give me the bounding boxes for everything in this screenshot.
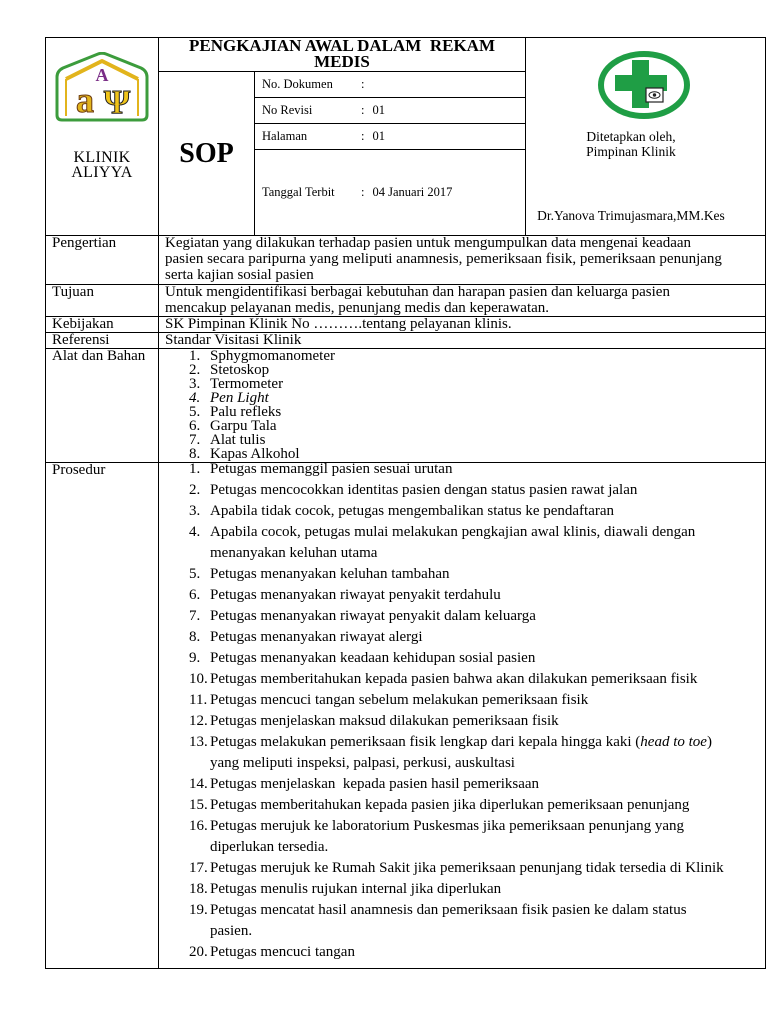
alat-dan-bahan-item-number: 5.	[189, 404, 201, 420]
prosedur-item-line	[189, 774, 765, 795]
kebijakan-text	[159, 316, 765, 332]
prosedur-item-line	[189, 522, 765, 543]
prosedur-item-text	[210, 690, 588, 711]
section-label-cell	[45, 316, 159, 333]
alat-dan-bahan-item-text	[210, 391, 269, 405]
prosedur-item-text	[210, 522, 695, 543]
pengertian-line: pasien secara paripurna yang meliputi anamnesis, pemeriksaan fisik, pemeriksaan penunjang	[165, 251, 722, 267]
prosedur-item-text-continued: diperlukan tersedia.	[210, 839, 329, 855]
prosedur-item-text-part: Petugas menanyakan riwayat penyakit terdahulu	[210, 587, 501, 603]
prosedur-item-text-part: Petugas menanyakan riwayat alergi	[210, 629, 423, 645]
prosedur-item-line	[189, 795, 765, 816]
prosedur-item-number: 15.	[189, 797, 208, 813]
prosedur-item-line	[189, 627, 765, 648]
prosedur-item	[189, 501, 765, 522]
kebijakan-line: SK Pimpinan Klinik No ……….tentang pelayanan klinis.	[165, 316, 512, 332]
prosedur-item-line	[189, 606, 765, 627]
approval-cell	[525, 37, 766, 236]
alat-dan-bahan-item-text	[210, 405, 281, 419]
prosedur-item-line	[189, 690, 765, 711]
approval-line: Pimpinan Klinik	[586, 144, 676, 159]
prosedur-item	[189, 522, 765, 564]
alat-dan-bahan-item-text-part: Sphygmomanometer	[210, 348, 335, 364]
info-label: Tanggal Terbit	[262, 185, 335, 199]
alat-dan-bahan-item-line	[189, 419, 765, 433]
alat-dan-bahan-item	[189, 419, 765, 433]
section-label-cell	[45, 462, 159, 969]
alat-dan-bahan-item-line	[189, 363, 765, 377]
document-type: SOP	[179, 137, 234, 169]
prosedur-item-continuation	[189, 753, 765, 774]
prosedur-item	[189, 585, 765, 606]
alat-dan-bahan-item-text	[210, 433, 265, 447]
info-label: Halaman	[262, 129, 308, 143]
alat-dan-bahan-item	[189, 391, 765, 405]
prosedur-item-text-part: Petugas merujuk ke laboratorium Puskesmas jika pemeriksaan penunjang yang	[210, 818, 685, 834]
alat-dan-bahan-list	[159, 349, 765, 461]
prosedur-item-text	[210, 669, 697, 690]
prosedur-item-text	[210, 564, 450, 585]
prosedur-item-number: 2.	[189, 482, 201, 498]
info-colon: :	[361, 129, 365, 143]
alat-dan-bahan-item-number: 7.	[189, 432, 201, 448]
alat-dan-bahan-item-text	[210, 419, 277, 433]
prosedur-item	[189, 942, 765, 963]
prosedur-item-text	[210, 942, 355, 963]
prosedur-item-number: 20.	[189, 944, 208, 960]
prosedur-item-line	[189, 459, 765, 480]
prosedur-item-text-part: Petugas menjelaskan maksud dilakukan pemeriksaan fisik	[210, 713, 559, 729]
alat-dan-bahan-item	[189, 433, 765, 447]
section-content-cell	[158, 316, 766, 333]
section-label-cell	[45, 235, 159, 285]
prosedur-item-text	[210, 858, 724, 879]
prosedur-item	[189, 459, 765, 480]
info-label: No. Dokumen	[262, 77, 333, 91]
prosedur-item-text	[210, 459, 452, 480]
clinic-name	[46, 150, 158, 180]
section-label: Pengertian	[52, 235, 117, 251]
alat-dan-bahan-item-text	[210, 377, 283, 391]
alat-dan-bahan-item-line	[189, 377, 765, 391]
alat-dan-bahan-item-number: 3.	[189, 376, 201, 392]
prosedur-item	[189, 564, 765, 585]
tujuan-line: mencakup pelayanan medis, penunjang medis dan keperawatan.	[165, 300, 550, 316]
prosedur-item-number: 12.	[189, 713, 208, 729]
pengertian-line: serta kajian sosial pasien	[165, 267, 314, 283]
prosedur-item-line	[189, 669, 765, 690]
alat-dan-bahan-item	[189, 363, 765, 377]
info-row-issue-date	[254, 149, 526, 236]
prosedur-item-text	[210, 480, 637, 501]
clinic-name-line: ALIYYA	[71, 164, 133, 181]
prosedur-item	[189, 648, 765, 669]
info-value: 04 Januari 2017	[372, 185, 453, 199]
prosedur-item-number: 16.	[189, 818, 208, 834]
info-value: 01	[372, 129, 385, 143]
prosedur-item-line	[189, 858, 765, 879]
prosedur-item	[189, 732, 765, 774]
prosedur-item-text-part: Petugas memberitahukan kepada pasien jika diperlukan pemeriksaan penunjang	[210, 797, 690, 813]
section-label: Alat dan Bahan	[52, 348, 146, 364]
prosedur-item-number: 4.	[189, 524, 201, 540]
alat-dan-bahan-item-number: 6.	[189, 418, 201, 434]
section-content-cell	[158, 235, 766, 285]
prosedur-item-text	[210, 816, 684, 837]
info-row-page	[254, 123, 526, 150]
alat-dan-bahan-item-line	[189, 433, 765, 447]
prosedur-item	[189, 774, 765, 795]
section-content-cell	[158, 462, 766, 969]
prosedur-item-text-part: Petugas merujuk ke Rumah Sakit jika pemeriksaan penunjang tidak tersedia di Klinik	[210, 860, 724, 876]
prosedur-item-line	[189, 816, 765, 837]
section-content-cell	[158, 284, 766, 317]
prosedur-item-line	[189, 732, 765, 753]
section-label: Kebijakan	[52, 316, 114, 332]
alat-dan-bahan-item-number: 8.	[189, 446, 201, 462]
prosedur-item-text	[210, 732, 712, 753]
prosedur-item-text-continued: yang meliputi inspeksi, palpasi, perkusi, auskultasi	[210, 755, 515, 771]
prosedur-list	[159, 459, 765, 963]
prosedur-item-text-part: Petugas menjelaskan kepada pasien hasil pemeriksaan	[210, 776, 540, 792]
prosedur-item	[189, 816, 765, 858]
info-value: 01	[372, 103, 385, 117]
clinic-logo-symbol: Ψ	[103, 84, 131, 121]
prosedur-item-text	[210, 627, 423, 648]
prosedur-item-text-part: Petugas mencocokkan identitas pasien dengan status pasien rawat jalan	[210, 482, 638, 498]
prosedur-item-text	[210, 711, 559, 732]
pengertian-text	[159, 235, 765, 283]
prosedur-item	[189, 480, 765, 501]
prosedur-item-number: 7.	[189, 608, 201, 624]
prosedur-item-line	[189, 942, 765, 963]
prosedur-item-italic-term: head to toe	[640, 734, 707, 750]
prosedur-item-number: 8.	[189, 629, 201, 645]
info-colon: :	[361, 77, 365, 91]
alat-dan-bahan-item-text	[210, 363, 269, 377]
approval-line: Ditetapkan oleh,	[586, 129, 676, 144]
health-cross-logo-icon	[597, 50, 691, 120]
prosedur-item-number: 17.	[189, 860, 208, 876]
prosedur-item-continuation	[189, 543, 765, 564]
section-label: Referensi	[52, 332, 110, 348]
prosedur-item-number: 14.	[189, 776, 208, 792]
prosedur-item-line	[189, 648, 765, 669]
prosedur-item-text-part: Petugas mencuci tangan sebelum melakukan pemeriksaan fisik	[210, 692, 589, 708]
prosedur-item-text	[210, 606, 536, 627]
referensi-line: Standar Visitasi Klinik	[165, 332, 302, 348]
tujuan-text	[159, 284, 765, 316]
prosedur-item-text-part: Petugas menanyakan riwayat penyakit dalam keluarga	[210, 608, 536, 624]
prosedur-item-number: 6.	[189, 587, 201, 603]
prosedur-item-text-part: Apabila tidak cocok, petugas mengembalikan status ke pendaftaran	[210, 503, 615, 519]
alat-dan-bahan-item	[189, 405, 765, 419]
prosedur-item-number: 9.	[189, 650, 201, 666]
info-label: No Revisi	[262, 103, 313, 117]
alat-dan-bahan-item-line	[189, 349, 765, 363]
info-row-document-number	[254, 71, 526, 98]
prosedur-item-text	[210, 501, 614, 522]
approval-text	[526, 129, 736, 159]
prosedur-item-text-continued: menanyakan keluhan utama	[210, 545, 378, 561]
alat-dan-bahan-item-number: 2.	[189, 362, 201, 378]
prosedur-item-line	[189, 501, 765, 522]
prosedur-item	[189, 606, 765, 627]
prosedur-item	[189, 711, 765, 732]
clinic-logo-letter: A	[95, 65, 109, 85]
clinic-name-line: KLINIK	[73, 149, 131, 166]
prosedur-item-number: 1.	[189, 461, 201, 477]
prosedur-item	[189, 690, 765, 711]
document-title-cell	[158, 37, 526, 72]
prosedur-item	[189, 858, 765, 879]
alat-dan-bahan-item-text-part: Pen Light	[210, 390, 269, 406]
alat-dan-bahan-item-line	[189, 405, 765, 419]
section-content-cell	[158, 332, 766, 349]
prosedur-item-number: 3.	[189, 503, 201, 519]
prosedur-item-number: 11.	[189, 692, 208, 708]
prosedur-item-number: 5.	[189, 566, 201, 582]
alat-dan-bahan-item-number: 1.	[189, 348, 201, 364]
prosedur-item-text	[210, 648, 535, 669]
section-label-cell	[45, 284, 159, 317]
prosedur-item-text	[210, 795, 689, 816]
prosedur-item-line	[189, 711, 765, 732]
prosedur-item-text-part: Petugas mencatat hasil anamnesis dan pemeriksaan fisik pasien ke dalam status	[210, 902, 687, 918]
section-label-cell	[45, 332, 159, 349]
section-label: Prosedur	[52, 462, 106, 478]
alat-dan-bahan-item-text	[210, 349, 335, 363]
prosedur-item-text-part: Petugas mencuci tangan	[210, 944, 355, 960]
prosedur-item-text	[210, 585, 501, 606]
clinic-logo-icon	[53, 52, 151, 122]
prosedur-item-text	[210, 774, 539, 795]
alat-dan-bahan-item-text-part: Garpu Tala	[210, 418, 277, 434]
prosedur-item	[189, 879, 765, 900]
document-type-cell	[158, 71, 255, 236]
document-title: PENGKAJIAN AWAL DALAM REKAM MEDIS	[188, 36, 500, 71]
prosedur-item	[189, 900, 765, 942]
alat-dan-bahan-item-number: 4.	[189, 390, 201, 406]
signatory-name: Dr.Yanova Trimujasmara,MM.Kes	[537, 208, 725, 223]
prosedur-item-line	[189, 879, 765, 900]
alat-dan-bahan-item-text-part: Kapas Alkohol	[210, 446, 300, 462]
tujuan-line: Untuk mengidentifikasi berbagai kebutuhan dan harapan pasien dan keluarga pasien	[165, 284, 670, 300]
prosedur-item-text-continued: pasien.	[210, 923, 253, 939]
alat-dan-bahan-item-text-part: Termometer	[210, 376, 284, 392]
section-label-cell	[45, 348, 159, 463]
prosedur-item-line	[189, 480, 765, 501]
info-colon: :	[361, 103, 365, 117]
alat-dan-bahan-item-line	[189, 391, 765, 405]
prosedur-item-number: 10.	[189, 671, 208, 687]
prosedur-item-text-part: Petugas melakukan pemeriksaan fisik lengkap dari kepala hingga kaki (	[210, 734, 641, 750]
section-label: Tujuan	[52, 284, 94, 300]
section-content-cell	[158, 348, 766, 463]
prosedur-item-text-part: Apabila cocok, petugas mulai melakukan pengkajian awal klinis, diawali dengan	[210, 524, 696, 540]
prosedur-item-line	[189, 585, 765, 606]
prosedur-item-text-part: Petugas menulis rujukan internal jika diperlukan	[210, 881, 502, 897]
alat-dan-bahan-item-text-part: Palu refleks	[210, 404, 282, 420]
prosedur-item	[189, 669, 765, 690]
prosedur-item-text-part: Petugas memberitahukan kepada pasien bahwa akan dilakukan pemeriksaan fisik	[210, 671, 698, 687]
prosedur-item-continuation	[189, 921, 765, 942]
prosedur-item-number: 18.	[189, 881, 208, 897]
prosedur-item-text	[210, 879, 501, 900]
alat-dan-bahan-item	[189, 377, 765, 391]
prosedur-item-line	[189, 900, 765, 921]
alat-dan-bahan-item-text-part: Stetoskop	[210, 362, 270, 378]
info-colon: :	[361, 185, 365, 199]
clinic-logo-letter: a	[76, 80, 94, 120]
prosedur-item-text-part: Petugas menanyakan keadaan kehidupan sosial pasien	[210, 650, 536, 666]
info-row-revision	[254, 97, 526, 124]
prosedur-item-number: 19.	[189, 902, 208, 918]
clinic-identity-cell	[45, 37, 159, 236]
prosedur-item-number: 13.	[189, 734, 208, 750]
prosedur-item	[189, 627, 765, 648]
prosedur-item-text-part: Petugas menanyakan keluhan tambahan	[210, 566, 450, 582]
referensi-text	[159, 332, 765, 348]
prosedur-item-text-part: Petugas memanggil pasien sesuai urutan	[210, 461, 453, 477]
prosedur-item	[189, 795, 765, 816]
alat-dan-bahan-item-text-part: Alat tulis	[210, 432, 266, 448]
prosedur-item-text-part: )	[706, 734, 712, 750]
pengertian-line: Kegiatan yang dilakukan terhadap pasien untuk mengumpulkan data mengenai keadaan	[165, 235, 692, 251]
alat-dan-bahan-item	[189, 349, 765, 363]
prosedur-item-line	[189, 564, 765, 585]
prosedur-item-continuation	[189, 837, 765, 858]
prosedur-item-text	[210, 900, 687, 921]
